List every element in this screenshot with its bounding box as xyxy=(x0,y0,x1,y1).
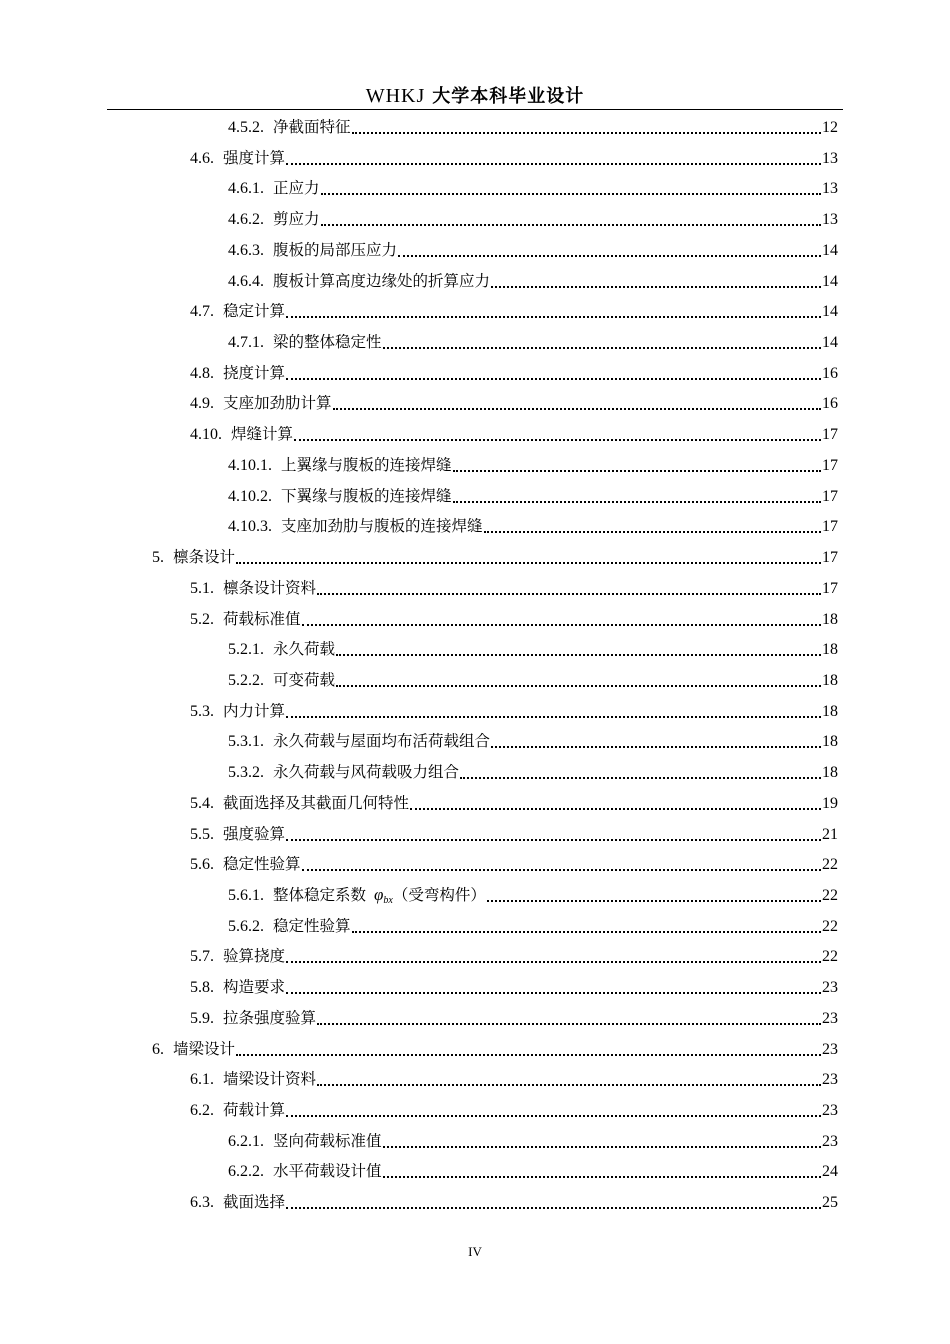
toc-entry-number: 4.8. xyxy=(190,364,214,382)
toc-entry-symbol-subscript: bx xyxy=(383,895,393,906)
toc-entry-page: 22 xyxy=(822,917,838,935)
toc-dot-leader xyxy=(336,652,821,656)
toc-dot-leader xyxy=(302,867,821,871)
toc-entry[interactable] xyxy=(152,1034,838,1064)
toc-entry-number: 4.7. xyxy=(190,303,214,321)
toc-entry[interactable] xyxy=(228,327,838,357)
toc-entry[interactable] xyxy=(228,235,838,265)
toc-dot-leader xyxy=(286,837,821,841)
toc-entry-page: 17 xyxy=(822,426,838,444)
toc-entry-title: 荷载计算 xyxy=(223,1101,286,1120)
toc-entry-page: 18 xyxy=(822,671,838,689)
toc-entry-title: 构造要求 xyxy=(223,978,286,997)
toc-entry-number: 5.6. xyxy=(190,856,214,874)
toc-entry-page: 16 xyxy=(822,395,838,413)
toc-entry[interactable] xyxy=(190,573,838,603)
toc-entry-page: 17 xyxy=(822,456,838,474)
toc-entry[interactable] xyxy=(190,419,838,449)
toc-entry-page: 18 xyxy=(822,764,838,782)
toc-entry-page: 22 xyxy=(822,856,838,874)
toc-entry-title: 截面选择 xyxy=(223,1193,286,1212)
toc-entry-number: 4.6.2. xyxy=(228,211,264,229)
toc-dot-leader xyxy=(317,1021,821,1025)
toc-entry-number: 6.1. xyxy=(190,1071,214,1089)
header-rule xyxy=(107,109,843,110)
toc-dot-leader xyxy=(383,1174,821,1178)
toc-entry-page: 19 xyxy=(822,794,838,812)
toc-entry-number: 4.6. xyxy=(190,149,214,167)
toc-dot-leader xyxy=(236,1052,821,1056)
toc-entry-number: 5.2.2. xyxy=(228,671,264,689)
toc-entry-page: 16 xyxy=(822,364,838,382)
toc-entry[interactable] xyxy=(190,388,838,418)
toc-entry-title: 支座加劲肋与腹板的连接焊缝 xyxy=(281,517,483,536)
toc-dot-leader xyxy=(336,683,821,687)
toc-entry-page: 13 xyxy=(822,180,838,198)
toc-entry-number: 4.6.1. xyxy=(228,180,264,198)
toc-entry-page: 14 xyxy=(822,241,838,259)
toc-entry-page: 23 xyxy=(822,979,838,997)
toc-entry-title: 可变荷载 xyxy=(273,670,336,689)
toc-entry-number: 4.10.2. xyxy=(228,487,272,505)
toc-dot-leader xyxy=(491,744,821,748)
toc-entry-number: 5.8. xyxy=(190,979,214,997)
toc-entry-title: 稳定性验算 xyxy=(223,855,301,874)
toc-entry-page: 12 xyxy=(822,119,838,136)
toc-entry-title: 强度计算 xyxy=(223,148,286,167)
toc-entry[interactable] xyxy=(228,1156,838,1186)
toc-entry[interactable] xyxy=(190,696,838,726)
toc-entry-page: 18 xyxy=(822,641,838,659)
toc-dot-leader xyxy=(286,161,821,165)
toc-entry[interactable] xyxy=(228,726,838,756)
toc-entry-page: 18 xyxy=(822,610,838,628)
toc-entry-title-suffix: （受弯构件） xyxy=(392,886,486,904)
toc-entry-number: 5.2.1. xyxy=(228,641,264,659)
toc-entry-title: 整体稳定系数 xyxy=(273,886,367,904)
toc-entry-title: 下翼缘与腹板的连接焊缝 xyxy=(281,486,452,505)
toc-entry[interactable] xyxy=(190,1095,838,1125)
toc-entry[interactable] xyxy=(228,173,838,203)
toc-entry-number: 6.2.2. xyxy=(228,1163,264,1181)
toc-entry-page: 18 xyxy=(822,733,838,751)
toc-entry[interactable] xyxy=(228,880,838,910)
toc-entry[interactable] xyxy=(228,481,838,511)
toc-entry-title: 剪应力 xyxy=(273,210,320,229)
toc-entry-title: 焊缝计算 xyxy=(231,425,294,444)
toc-entry-title: 稳定计算 xyxy=(223,302,286,321)
toc-dot-leader xyxy=(286,990,821,994)
toc-entry-number: 6.2.1. xyxy=(228,1132,264,1150)
toc-dot-leader xyxy=(321,222,821,226)
toc-entry[interactable] xyxy=(190,849,838,879)
toc-entry-title: 永久荷载与风荷载吸力组合 xyxy=(273,763,460,782)
toc-dot-leader xyxy=(321,191,821,195)
toc-entry[interactable] xyxy=(228,911,838,941)
toc-entry-title: 竖向荷载标准值 xyxy=(273,1131,382,1150)
toc-entry-title: 永久荷载 xyxy=(273,640,336,659)
toc-entry-number: 5.2. xyxy=(190,610,214,628)
toc-entry[interactable] xyxy=(228,1126,838,1156)
toc-dot-leader xyxy=(286,376,821,380)
toc-dot-leader xyxy=(286,1205,821,1209)
toc-entry-title: 拉条强度验算 xyxy=(223,1008,317,1027)
toc-dot-leader xyxy=(491,284,821,288)
toc-entry[interactable] xyxy=(228,511,838,541)
toc-entry-number: 5.3.1. xyxy=(228,733,264,751)
toc-entry[interactable] xyxy=(190,819,838,849)
toc-entry-page: 25 xyxy=(822,1194,838,1212)
toc-entry-page: 14 xyxy=(822,303,838,321)
toc-dot-leader xyxy=(286,314,821,318)
toc-entry-number: 5.3.2. xyxy=(228,764,264,782)
toc-entry-page: 17 xyxy=(822,579,838,597)
toc-entry-number: 4.7.1. xyxy=(228,334,264,352)
toc-entry-number: 6.2. xyxy=(190,1102,214,1120)
toc-dot-leader xyxy=(352,130,821,134)
toc-entry-number: 5.6.1. xyxy=(228,887,264,904)
toc-entry-title: 檩条设计 xyxy=(173,548,236,567)
toc-entry[interactable] xyxy=(228,204,838,234)
toc-entry-title: 正应力 xyxy=(273,179,320,198)
toc-entry-page: 24 xyxy=(822,1163,838,1181)
toc-dot-leader xyxy=(352,929,821,933)
toc-entry[interactable] xyxy=(190,1187,838,1217)
toc-entry-title: 荷载标准值 xyxy=(223,609,301,628)
toc-entry-title: 上翼缘与腹板的连接焊缝 xyxy=(281,455,452,474)
toc-entry-title: 腹板计算高度边缘处的折算应力 xyxy=(273,271,491,290)
toc-entry-title: 墙梁设计 xyxy=(173,1039,236,1058)
page-number: IV xyxy=(468,1244,482,1259)
toc-dot-leader xyxy=(317,591,821,595)
toc-entry-page: 23 xyxy=(822,1132,838,1150)
toc-dot-leader xyxy=(453,468,821,472)
toc-entry-number: 5.4. xyxy=(190,794,214,812)
toc-entry[interactable] xyxy=(228,757,838,787)
toc-dot-leader xyxy=(487,898,821,902)
toc-entry-number: 4.10.3. xyxy=(228,518,272,536)
toc-dot-leader xyxy=(383,1144,821,1148)
toc-entry-number: 4.9. xyxy=(190,395,214,413)
header-title: 大学本科毕业设计 xyxy=(432,86,585,107)
toc-entry[interactable] xyxy=(190,788,838,818)
toc-entry-number: 4.6.3. xyxy=(228,241,264,259)
toc-entry-number: 6. xyxy=(152,1040,164,1058)
toc-entry-title: 强度验算 xyxy=(223,824,286,843)
toc-dot-leader xyxy=(317,1082,821,1086)
toc-entry[interactable] xyxy=(190,941,838,971)
toc-dot-leader xyxy=(484,529,821,533)
toc-entry-page: 23 xyxy=(822,1102,838,1120)
toc-entry[interactable] xyxy=(190,1003,838,1033)
toc-entry-page: 23 xyxy=(822,1071,838,1089)
toc-entry-page: 17 xyxy=(822,487,838,505)
toc-dot-leader xyxy=(236,560,821,564)
toc-dot-leader xyxy=(286,1113,821,1117)
toc-entry-number: 4.6.4. xyxy=(228,272,264,290)
toc-entry-number: 5.6.2. xyxy=(228,917,264,935)
toc-entry-title: 永久荷载与屋面均布活荷载组合 xyxy=(273,732,491,751)
toc-entry-number: 4.10.1. xyxy=(228,456,272,474)
toc-entry-page: 17 xyxy=(822,549,838,567)
toc-entry-page: 18 xyxy=(822,702,838,720)
toc-entry-title: 净截面特征 xyxy=(273,118,351,136)
toc-entry-title: 墙梁设计资料 xyxy=(223,1070,317,1089)
header-school-code: WHKJ xyxy=(365,85,426,107)
toc-dot-leader xyxy=(294,437,821,441)
toc-dot-leader xyxy=(460,775,821,779)
toc-entry-number: 6.3. xyxy=(190,1194,214,1212)
toc-entry-title: 檩条设计资料 xyxy=(223,578,317,597)
toc-entry-number: 5.3. xyxy=(190,702,214,720)
toc-entry-page: 21 xyxy=(822,825,838,843)
toc-entry-title: 挠度计算 xyxy=(223,363,286,382)
toc-dot-leader xyxy=(302,622,821,626)
toc-entry-title: 支座加劲肋计算 xyxy=(223,394,332,413)
toc-entry-number: 5. xyxy=(152,549,164,567)
toc-entry-title: 水平荷载设计值 xyxy=(273,1162,382,1181)
toc-entry[interactable] xyxy=(190,143,838,173)
toc-dot-leader xyxy=(286,959,821,963)
page-header xyxy=(0,82,950,108)
toc-entry[interactable] xyxy=(228,112,838,142)
toc-entry[interactable] xyxy=(190,604,838,634)
toc-entry[interactable] xyxy=(228,266,838,296)
toc-entry-title: 稳定性验算 xyxy=(273,916,351,935)
toc-entry-page: 22 xyxy=(822,887,838,904)
toc-entry-page: 17 xyxy=(822,518,838,536)
toc-dot-leader xyxy=(333,406,821,410)
toc-entry-title: 截面选择及其截面几何特性 xyxy=(223,793,410,812)
toc-entry-symbol: φ xyxy=(374,885,384,904)
toc-entry-page: 13 xyxy=(822,149,838,167)
toc-entry-page: 13 xyxy=(822,211,838,229)
toc-entry[interactable] xyxy=(228,634,838,664)
toc-entry-number: 5.7. xyxy=(190,948,214,966)
toc-entry[interactable] xyxy=(228,450,838,480)
toc-entry-title: 梁的整体稳定性 xyxy=(273,333,382,352)
toc-entry[interactable] xyxy=(190,296,838,326)
toc-entry[interactable] xyxy=(228,665,838,695)
toc-entry-number: 4.5.2. xyxy=(228,119,264,136)
toc-entry-page: 22 xyxy=(822,948,838,966)
toc-entry-number: 5.5. xyxy=(190,825,214,843)
toc-entry-title: 腹板的局部压应力 xyxy=(273,240,398,259)
toc-dot-leader xyxy=(383,345,821,349)
toc-entry-number: 5.9. xyxy=(190,1009,214,1027)
toc-entry[interactable] xyxy=(190,1064,838,1094)
toc-entry[interactable] xyxy=(152,542,838,572)
toc-entry-page: 23 xyxy=(822,1009,838,1027)
toc-dot-leader xyxy=(410,806,821,810)
toc-dot-leader xyxy=(398,253,821,257)
toc-dot-leader xyxy=(453,499,821,503)
toc-entry-page: 14 xyxy=(822,334,838,352)
toc-entry-number: 5.1. xyxy=(190,579,214,597)
toc-entry[interactable] xyxy=(190,358,838,388)
toc-entry[interactable] xyxy=(190,972,838,1002)
toc-dot-leader xyxy=(286,714,821,718)
toc-entry-title: 内力计算 xyxy=(223,701,286,720)
toc-entry-page: 14 xyxy=(822,272,838,290)
toc-entry-page: 23 xyxy=(822,1040,838,1058)
toc-entry-title: 验算挠度 xyxy=(223,947,286,966)
toc-entry-number: 4.10. xyxy=(190,426,222,444)
